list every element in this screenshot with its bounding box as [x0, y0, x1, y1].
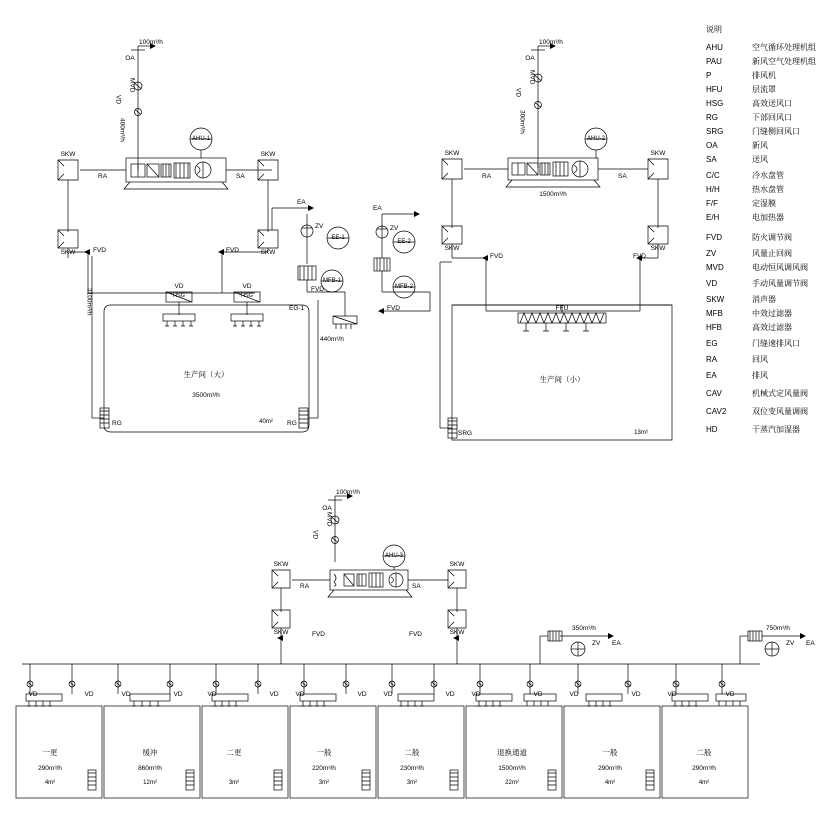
legend-desc: 层流罩: [752, 85, 776, 94]
legend-code: F/F: [706, 199, 718, 208]
ea-label-c2: EA: [806, 640, 815, 647]
room-flow-c7: 290m³/h: [598, 765, 622, 772]
rg-label-a1: RG: [112, 420, 122, 427]
legend-code: RG: [706, 113, 718, 122]
legend-code: FVD: [706, 233, 722, 242]
skw-label-c4: SKW: [449, 629, 465, 636]
skw-label-a2: SKW: [260, 151, 276, 158]
exhaust-1-flow: 350m³/h: [572, 625, 596, 632]
legend-desc: 高效过滤器: [752, 323, 792, 332]
ea-label-c1: EA: [612, 640, 621, 647]
legend-desc: 新风: [752, 141, 768, 150]
fvd-label-b1: FVD: [490, 253, 503, 260]
legend-code: HSG: [706, 99, 724, 108]
legend-code: MFB: [706, 309, 723, 318]
fvd-label-b2: FVD: [633, 253, 646, 260]
eg-label-a: EG-1: [289, 305, 305, 312]
skw-label-a3: SKW: [60, 249, 76, 256]
skw-label-c1: SKW: [273, 561, 289, 568]
vd-label-r4b: VD: [357, 691, 367, 698]
legend-desc: 热水盘管: [752, 185, 784, 194]
mvd-label-b: MVD: [528, 70, 536, 85]
legend-desc: 门缝速排风口: [752, 339, 800, 348]
skw-label-b4: SKW: [650, 245, 666, 252]
legend-desc: 冷水盘管: [752, 171, 784, 180]
legend-code: MVD: [706, 263, 724, 272]
legend-code: H/H: [706, 185, 720, 194]
vd-label-a-b1: VD: [174, 283, 184, 290]
legend-code: E/H: [706, 213, 720, 222]
legend-desc: 机械式定风量阀: [752, 389, 808, 398]
mvd-label-c: MVD: [325, 512, 333, 527]
room-area-c6: 22m²: [505, 780, 519, 786]
vd-label-r7a: VD: [569, 691, 579, 698]
ee-tag-a1: EE-1: [331, 234, 345, 241]
legend-code: PAU: [706, 57, 722, 66]
legend-code: AHU: [706, 43, 723, 52]
legend-code: RA: [706, 355, 718, 364]
room-area-b: 13m²: [634, 430, 648, 436]
fvd-label-a1: FVD: [93, 247, 106, 254]
mfb-tag-a1: MFB-1: [323, 277, 341, 284]
vd-label-b: VD: [514, 88, 522, 98]
room-area-c4: 3m²: [318, 780, 330, 786]
room-name-c5: 二般: [404, 748, 420, 757]
room-name-c4: 一般: [316, 748, 332, 757]
vd-label-c: VD: [311, 530, 319, 540]
return-flow-a: 3100m³/h: [85, 288, 93, 316]
legend-code: CAV: [706, 389, 722, 398]
legend-desc: 空气循环处理机组: [752, 43, 816, 52]
legend-code: EA: [706, 371, 717, 380]
fvd-label-a4: FVD: [387, 305, 400, 312]
rg-label-a2: RG: [287, 420, 297, 427]
legend-code: OA: [706, 141, 718, 150]
vd-label-r2b: VD: [173, 691, 183, 698]
legend-desc: 高效送风口: [752, 99, 792, 108]
skw-label-a1: SKW: [60, 151, 76, 158]
sa-label-c: SA: [412, 583, 421, 590]
room-area-c2: 12m²: [143, 780, 157, 786]
oa-flow-a: 100m³/h: [139, 39, 163, 46]
legend-code: ZV: [706, 249, 717, 258]
legend-code: CAV2: [706, 407, 727, 416]
legend-desc: 电加热器: [752, 213, 784, 222]
oa-label-b: OA: [525, 55, 535, 62]
ra-label-a: RA: [98, 173, 108, 180]
legend-code: C/C: [706, 171, 720, 180]
ffu-label-b: FFU: [555, 305, 569, 312]
room-flow-c4: 220m³/h: [312, 765, 336, 772]
vd-label-r8a: VD: [667, 691, 677, 698]
fvd-label-a2: FVD: [226, 247, 239, 254]
ra-label-b: RA: [482, 173, 492, 180]
legend-desc: 下部回风口: [752, 113, 792, 122]
room-name-c1: 一更: [42, 748, 58, 757]
legend-code: SKW: [706, 295, 725, 304]
room-area-a: 40m²: [259, 419, 273, 425]
room-name-c2: 缓冲: [142, 748, 158, 757]
fvd-label-a3: FVD: [311, 286, 324, 293]
legend-title: 说明: [706, 25, 722, 34]
ahu-tag-c: AHU-3: [384, 552, 404, 559]
legend-desc: 新风空气处理机组: [752, 57, 816, 66]
skw-label-b1: SKW: [444, 150, 460, 157]
skw-label-b3: SKW: [444, 245, 460, 252]
legend-desc: 风量止回阀: [752, 249, 792, 258]
vd-label-r1b: VD: [84, 691, 94, 698]
vd-label-r8b: VD: [725, 691, 735, 698]
legend-code: EG: [706, 339, 718, 348]
eg-flow-a: 440m³/h: [320, 336, 344, 343]
skw-label-c3: SKW: [273, 629, 289, 636]
ra-label-c: RA: [300, 583, 310, 590]
sa-label-a: SA: [236, 173, 245, 180]
oa-flow-b: 100m³/h: [539, 39, 563, 46]
skw-label-c2: SKW: [449, 561, 465, 568]
vd-label-r4a: VD: [295, 691, 305, 698]
ahu-tag-a: AHU-1: [191, 135, 211, 142]
vd-label-r6a: VD: [471, 691, 481, 698]
room-flow-c6: 1500m³/h: [498, 765, 526, 772]
vd-label-r3b: VD: [269, 691, 279, 698]
fvd-label-c1: FVD: [312, 631, 325, 638]
ea-label-a1: EA: [297, 199, 306, 206]
ee-tag-a2: EE-2: [397, 238, 411, 245]
vd-label-r5a: VD: [383, 691, 393, 698]
ea-label-a2: EA: [373, 205, 382, 212]
skw-label-b2: SKW: [650, 150, 666, 157]
skw-label-a4: SKW: [260, 249, 276, 256]
legend-code: VD: [706, 279, 718, 288]
legend-desc: 排风机: [752, 71, 776, 80]
legend-desc: 送风: [752, 155, 768, 164]
vd-label-r2a: VD: [121, 691, 131, 698]
duct-flow-a: 400m³/h: [118, 118, 126, 142]
duct-flow-b: 300m³/h: [518, 110, 526, 134]
room-area-c1: 4m²: [44, 780, 56, 786]
legend-desc: 回风: [752, 355, 768, 364]
room-area-c5: 3m²: [406, 780, 418, 786]
room-name-c8: 二般: [696, 748, 712, 757]
legend-desc: 双位变风量调阀: [752, 407, 808, 416]
oa-label-a: OA: [125, 55, 135, 62]
vd-label-r1a: VD: [28, 691, 38, 698]
exhaust-2-flow: 750m³/h: [766, 625, 790, 632]
room-flow-c5: 230m³/h: [400, 765, 424, 772]
ahu-flow-b: 1500m³/h: [539, 191, 567, 198]
room-flow-c8: 290m³/h: [692, 765, 716, 772]
room-name-c7: 一般: [602, 748, 618, 757]
legend-code: SRG: [706, 127, 724, 136]
oa-flow-c: 100m³/h: [336, 489, 360, 496]
zv-label-c2: ZV: [786, 640, 795, 647]
legend-desc: 门缝侧回风口: [752, 127, 800, 136]
zv-label-a1: ZV: [315, 223, 324, 230]
legend-desc: 干蒸汽加湿器: [752, 425, 800, 434]
legend-code: HD: [706, 425, 718, 434]
legend-desc: 消声器: [752, 295, 776, 304]
vd-label-r7b: VD: [631, 691, 641, 698]
room-name-b: 生产间（小）: [539, 375, 585, 384]
room-name-a: 生产间（大）: [183, 370, 229, 379]
room-name-c6: 退换通道: [497, 748, 527, 757]
legend-desc: 中效过滤器: [752, 309, 792, 318]
vd-label-r6b: VD: [533, 691, 543, 698]
legend-code: P: [706, 71, 712, 80]
vd-label-a-b2: VD: [242, 283, 252, 290]
room-flow-a: 3500m³/h: [192, 392, 220, 399]
hsg-label-a1: HSG: [173, 293, 185, 299]
room-area-c8: 4m²: [698, 780, 710, 786]
room-area-c7: 4m²: [604, 780, 616, 786]
vd-label-r3a: VD: [207, 691, 217, 698]
zv-label-c1: ZV: [592, 640, 601, 647]
mfb-tag-a2: MFB-2: [395, 283, 413, 290]
legend-desc: 手动风量调节阀: [752, 279, 808, 288]
legend-desc: 防火调节阀: [752, 233, 792, 242]
zv-label-a2: ZV: [390, 225, 399, 232]
room-name-c3: 二更: [226, 748, 242, 757]
legend-desc: 定湿膜: [752, 199, 776, 208]
legend-code: HFB: [706, 323, 722, 332]
room-area-c3: 3m²: [228, 780, 240, 786]
room-flow-c2: 860m³/h: [138, 765, 162, 772]
vd-label-a: VD: [114, 95, 122, 105]
legend-code: HFU: [706, 85, 723, 94]
oa-label-c: OA: [322, 505, 332, 512]
fvd-label-c2: FVD: [409, 631, 422, 638]
srg-label-b: SRG: [458, 430, 473, 437]
mvd-label-a: MVD: [128, 78, 136, 93]
legend-code: SA: [706, 155, 717, 164]
sa-label-b: SA: [618, 173, 627, 180]
hsg-label-a2: HSG: [241, 293, 253, 299]
legend-desc: 电动恒风调风阀: [752, 263, 808, 272]
room-flow-c1: 290m³/h: [38, 765, 62, 772]
legend-desc: 排风: [752, 371, 768, 380]
vd-label-r5b: VD: [445, 691, 455, 698]
ahu-tag-b: AHU-2: [586, 135, 606, 142]
